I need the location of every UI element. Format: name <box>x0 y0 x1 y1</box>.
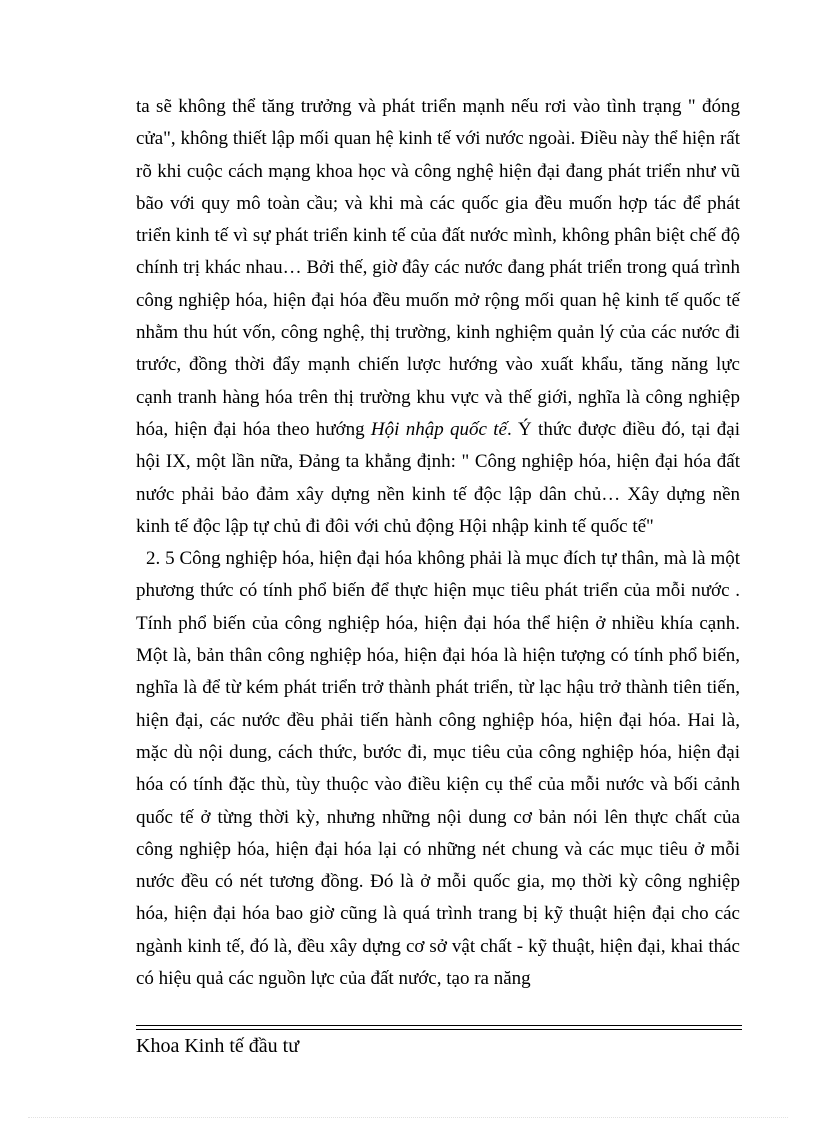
paragraph-1-italic-phrase: Hội nhập quốc tế <box>370 418 507 440</box>
paragraph-1-text: ta sẽ không thể tăng trưởng và phát triển mạnh nếu rơi vào tình trạng " đóng cửa", không thiết lập mối quan hệ kinh tế với nước ngoài. Điều này thể hiện rất rõ khi cuộc cách mạng khoa học và công nghệ hiện đại đang phát triển như vũ bão với quy mô toàn cầu; và khi mà các quốc gia đều muốn hợp tác để phát triển kinh tế vì sự phát triển kinh tế của đất nước mình, không phân biệt chế độ chính trị khác nhau… Bởi thế, giờ đây các nước đang phát triển trong quá trình công nghiệp hóa, hiện đại hóa đều muốn mở rộng mối quan hệ kinh tế quốc tế nhằm thu hút vốn, công nghệ, thị trường, kinh nghiệm quản lý của các nước đi trước, đồng thời đẩy mạnh chiến lược hướng vào xuất khẩu, tăng năng lực cạnh tranh hàng hóa trên thị trường khu vực và thế giới, nghĩa là công nghiệp hóa, hiện đại hóa theo hướng <box>136 96 740 440</box>
footer-rule-bottom <box>136 1029 742 1030</box>
paragraph-1-tail: . Ý thức được điều đó, tại đại hội IX, một lần nữa, Đảng ta khẳng định: " Công nghiệp hóa, hiện đại hóa đất nước phải bảo đảm xây dựng nền kinh tế độc lập dân chủ… Xây dựng nền kinh tế độc lập tự chủ đi đôi với chủ động Hội nhập kinh tế quốc tế" <box>136 418 740 537</box>
paragraph-2: 2. 5 Công nghiệp hóa, hiện đại hóa không phải là mục đích tự thân, mà là một phương thức có tính phổ biến để thực hiện mục tiêu phát triển của mỗi nước . Tính phổ biến của công nghiệp hóa, hiện đại hóa thể hiện ở nhiều khía cạnh. Một là, bản thân công nghiệp hóa, hiện đại hóa là hiện tượng có tính phổ biến, nghĩa là để từ kém phát triển trở thành phát triển, từ lạc hậu trở thành tiên tiến, hiện đại, các nước đều phải tiến hành công nghiệp hóa, hiện đại hóa. Hai là, mặc dù nội dung, cách thức, bước đi, mục tiêu của công nghiệp hóa, hiện đại hóa có tính đặc thù, tùy thuộc vào điều kiện cụ thể của mỗi nước và bối cảnh quốc tế ở từng thời kỳ, nhưng những nội dung cơ bản nói lên thực chất của công nghiệp hóa, hiện đại hóa lại có những nét chung và các mục tiêu ở mỗi nước đều có nét tương đồng. Đó là ở mỗi quốc gia, mọ thời kỳ công nghiệp hóa, hiện đại hóa bao giờ cũng là quá trình trang bị kỹ thuật hiện đại cho các ngành kinh tế, đó là, đều xây dựng cơ sở vật chất - kỹ thuật, hiện đại, khai thác có hiệu quả các nguồn lực của đất nước, tạo ra năng <box>136 548 740 990</box>
paragraph-1 <box>136 91 740 543</box>
footer-text: Khoa Kinh tế đầu tư <box>136 1035 300 1057</box>
body-text <box>136 91 740 995</box>
footer-rule-top <box>136 1025 742 1026</box>
page-bottom-edge <box>28 1117 788 1118</box>
